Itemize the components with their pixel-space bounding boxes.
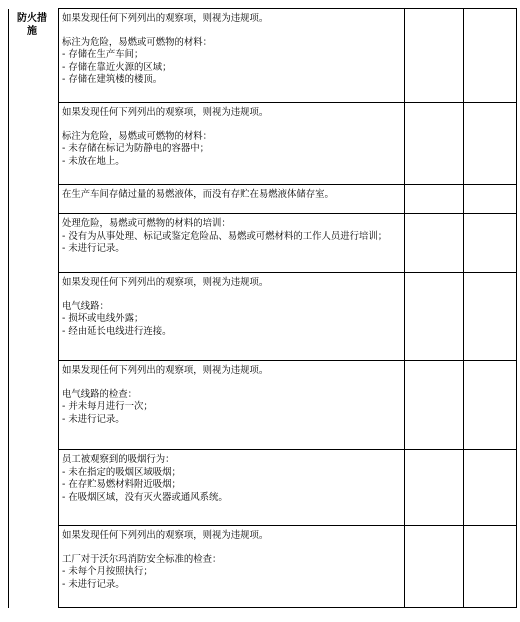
observation-description-cell bbox=[59, 214, 405, 273]
result-cell[interactable] bbox=[405, 526, 464, 608]
description-line: 如果发现任何下列列出的观察项，则视为违规项。 bbox=[62, 530, 269, 541]
observation-description-cell bbox=[59, 361, 405, 450]
blank-line bbox=[62, 543, 401, 554]
table-row bbox=[9, 526, 517, 608]
table-row bbox=[9, 103, 517, 185]
table-row bbox=[9, 273, 517, 361]
blank-line bbox=[62, 290, 401, 301]
description-line: - 在吸烟区域，没有灭火器或通风系统。 bbox=[62, 491, 228, 503]
table-row bbox=[9, 450, 517, 526]
result-cell[interactable] bbox=[405, 9, 464, 103]
description-line: - 在存贮易燃材料附近吸烟； bbox=[62, 479, 181, 491]
description-line: 如果发现任何下列列出的观察项，则视为违规项。 bbox=[62, 277, 269, 288]
remark-cell[interactable] bbox=[464, 526, 517, 608]
result-cell[interactable] bbox=[405, 361, 464, 450]
observation-description-cell bbox=[59, 185, 405, 214]
description-line: 如果发现任何下列列出的观察项，则视为违规项。 bbox=[62, 107, 269, 118]
description-line: 电气线路的检查： bbox=[62, 388, 138, 400]
fire-prevention-table bbox=[8, 8, 517, 608]
description-line: - 未进行记录。 bbox=[62, 578, 125, 590]
description-line: 工厂对于沃尔玛消防安全标准的检查： bbox=[62, 553, 222, 565]
result-cell[interactable] bbox=[405, 214, 464, 273]
description-line: - 未进行记录。 bbox=[62, 413, 125, 425]
description-line: 标注为危险，易燃或可燃物的材料： bbox=[62, 36, 213, 48]
description-line: - 并未每月进行一次； bbox=[62, 401, 153, 413]
remark-cell[interactable] bbox=[464, 273, 517, 361]
description-line: - 存储在建筑楼的楼顶。 bbox=[62, 74, 163, 86]
description-line: - 未每个月按照执行； bbox=[62, 566, 153, 578]
remark-cell[interactable] bbox=[464, 9, 517, 103]
category-label: 防火措施 bbox=[17, 12, 47, 37]
result-cell[interactable] bbox=[405, 450, 464, 526]
description-line: - 未进行记录。 bbox=[62, 243, 125, 255]
description-line: - 损坏或电线外露； bbox=[62, 313, 144, 325]
observation-description-cell bbox=[59, 273, 405, 361]
description-line: - 没有为从事处理、标记或鉴定危险品、易燃或可燃材料的工作人员进行培训； bbox=[62, 230, 388, 242]
description-line: 标注为危险，易燃或可燃物的材料： bbox=[62, 130, 213, 142]
description-line: 如果发现任何下列列出的观察项，则视为违规项。 bbox=[62, 365, 269, 376]
result-cell[interactable] bbox=[405, 273, 464, 361]
table-row bbox=[9, 214, 517, 273]
blank-line bbox=[62, 378, 401, 389]
observation-description-cell bbox=[59, 9, 405, 103]
description-line: 如果发现任何下列列出的观察项，则视为违规项。 bbox=[62, 13, 269, 24]
remark-cell[interactable] bbox=[464, 361, 517, 450]
table-body bbox=[9, 9, 517, 608]
description-line: - 未存储在标记为防静电的容器中； bbox=[62, 143, 209, 155]
observation-description-cell bbox=[59, 450, 405, 526]
description-line: 员工被观察到的吸烟行为： bbox=[62, 454, 175, 465]
table-row bbox=[9, 361, 517, 450]
observation-description-cell bbox=[59, 526, 405, 608]
description-line: - 经由延长电线进行连接。 bbox=[62, 325, 172, 337]
description-line: 处理危险，易燃或可燃物的材料的培训： bbox=[62, 218, 231, 229]
fire-prevention-table-area bbox=[8, 8, 516, 608]
remark-cell[interactable] bbox=[464, 103, 517, 185]
description-line: - 未在指定的吸烟区域吸烟； bbox=[62, 466, 181, 478]
result-cell[interactable] bbox=[405, 185, 464, 214]
blank-line bbox=[62, 26, 401, 37]
description-line: 电气线路： bbox=[62, 300, 109, 312]
category-cell bbox=[9, 9, 56, 608]
result-cell[interactable] bbox=[405, 103, 464, 185]
blank-line bbox=[62, 120, 401, 131]
description-line: - 未放在地上。 bbox=[62, 155, 125, 167]
observation-description-cell bbox=[59, 103, 405, 185]
description-line: - 存储在生产车间； bbox=[62, 49, 144, 61]
description-line: - 存储在靠近火源的区域； bbox=[62, 61, 172, 73]
remark-cell[interactable] bbox=[464, 214, 517, 273]
table-row bbox=[9, 9, 517, 103]
description-line: 在生产车间存储过量的易燃液体，而没有存贮在易燃液体储存室。 bbox=[62, 189, 334, 200]
table-row bbox=[9, 185, 517, 214]
remark-cell[interactable] bbox=[464, 185, 517, 214]
remark-cell[interactable] bbox=[464, 450, 517, 526]
